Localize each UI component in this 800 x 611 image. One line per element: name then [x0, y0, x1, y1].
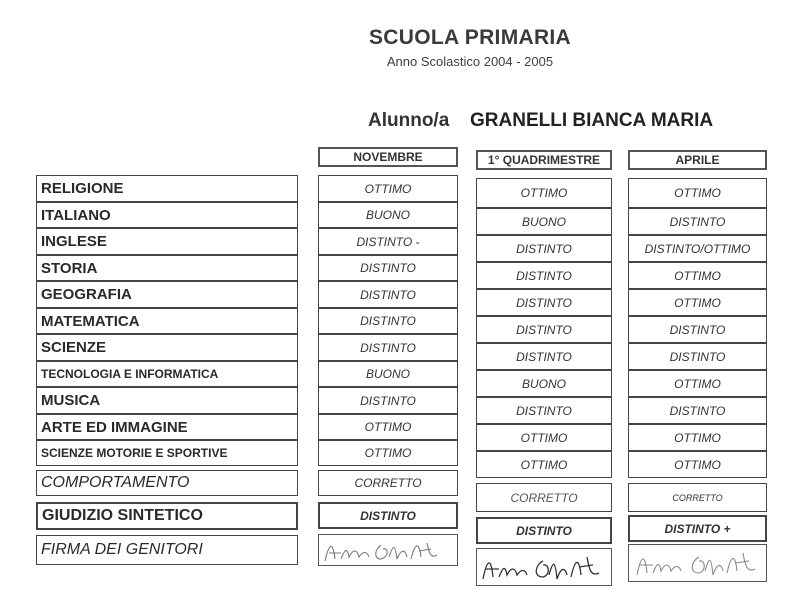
student-label: Alunno/a: [368, 110, 450, 131]
signature-box-novembre: [318, 534, 458, 566]
firma-label: FIRMA DEI GENITORI: [36, 535, 298, 565]
subject-religione: RELIGIONE: [36, 175, 298, 202]
subject-storia: STORIA: [36, 255, 298, 281]
giudizio-cell: DISTINTO: [476, 517, 612, 544]
grade-cell: DISTINTO: [628, 316, 767, 343]
grade-cell: DISTINTO: [476, 397, 612, 424]
signature-box-quadrimestre: [476, 548, 612, 586]
grade-cell: DISTINTO: [318, 308, 458, 334]
grade-cell: OTTIMO: [476, 178, 612, 208]
grade-cell: BUONO: [318, 361, 458, 387]
grade-cell: OTTIMO: [318, 414, 458, 440]
comportamento-cell: CORRETTO: [318, 470, 458, 496]
grade-cell: DISTINTO: [318, 255, 458, 281]
grade-cell: DISTINTO: [628, 343, 767, 370]
school-title: SCUOLA PRIMARIA: [368, 26, 572, 49]
comportamento-cell: CORRETTO: [628, 483, 767, 512]
grade-cell: DISTINTO: [318, 281, 458, 308]
column-header-aprile: APRILE: [628, 150, 767, 170]
school-year: Anno Scolastico 2004 - 2005: [386, 54, 554, 69]
grade-cell: OTTIMO: [628, 370, 767, 397]
grade-cell: BUONO: [476, 370, 612, 397]
signature-drawing: [477, 549, 613, 587]
grade-cell: DISTINTO: [318, 334, 458, 361]
subject-matematica: MATEMATICA: [36, 308, 298, 334]
comportamento-cell: CORRETTO: [476, 483, 612, 512]
student-name: GRANELLI BIANCA MARIA: [470, 110, 714, 131]
grade-cell: DISTINTO: [628, 397, 767, 424]
grade-cell: DISTINTO: [476, 235, 612, 262]
giudizio-cell: DISTINTO: [318, 502, 458, 529]
giudizio-label: GIUDIZIO SINTETICO: [36, 502, 298, 530]
subject-scienze: SCIENZE: [36, 334, 298, 361]
subject-musica: MUSICA: [36, 387, 298, 414]
grade-cell: OTTIMO: [628, 424, 767, 451]
signature-box-aprile: [628, 544, 767, 582]
grade-cell: DISTINTO: [476, 262, 612, 289]
subject-geografia: GEOGRAFIA: [36, 281, 298, 308]
column-header-novembre: NOVEMBRE: [318, 147, 458, 167]
grade-cell: OTTIMO: [318, 175, 458, 202]
comportamento-label: COMPORTAMENTO: [36, 470, 298, 496]
grade-cell: OTTIMO: [628, 178, 767, 208]
grade-cell: OTTIMO: [628, 289, 767, 316]
grade-cell: OTTIMO: [628, 262, 767, 289]
grade-cell: BUONO: [318, 202, 458, 228]
grade-cell: OTTIMO: [476, 424, 612, 451]
grade-cell: DISTINTO/OTTIMO: [628, 235, 767, 262]
grade-cell: OTTIMO: [318, 440, 458, 466]
subject-scienze-motorie: SCIENZE MOTORIE E SPORTIVE: [36, 440, 298, 466]
grade-cell: DISTINTO: [476, 289, 612, 316]
subject-arte: ARTE ED IMMAGINE: [36, 414, 298, 440]
giudizio-cell: DISTINTO +: [628, 515, 767, 542]
grade-cell: DISTINTO: [318, 387, 458, 414]
grade-cell: DISTINTO: [476, 343, 612, 370]
column-header-quadrimestre: 1° QUADRIMESTRE: [476, 150, 612, 170]
grade-cell: DISTINTO -: [318, 228, 458, 255]
subject-inglese: INGLESE: [36, 228, 298, 255]
signature-drawing: [629, 545, 768, 583]
grade-cell: OTTIMO: [628, 451, 767, 478]
grade-cell: OTTIMO: [476, 451, 612, 478]
subject-tecnologia: TECNOLOGIA E INFORMATICA: [36, 361, 298, 387]
signature-drawing: [319, 535, 459, 567]
subject-italiano: ITALIANO: [36, 202, 298, 228]
grade-cell: DISTINTO: [628, 208, 767, 235]
grade-cell: BUONO: [476, 208, 612, 235]
grade-cell: DISTINTO: [476, 316, 612, 343]
